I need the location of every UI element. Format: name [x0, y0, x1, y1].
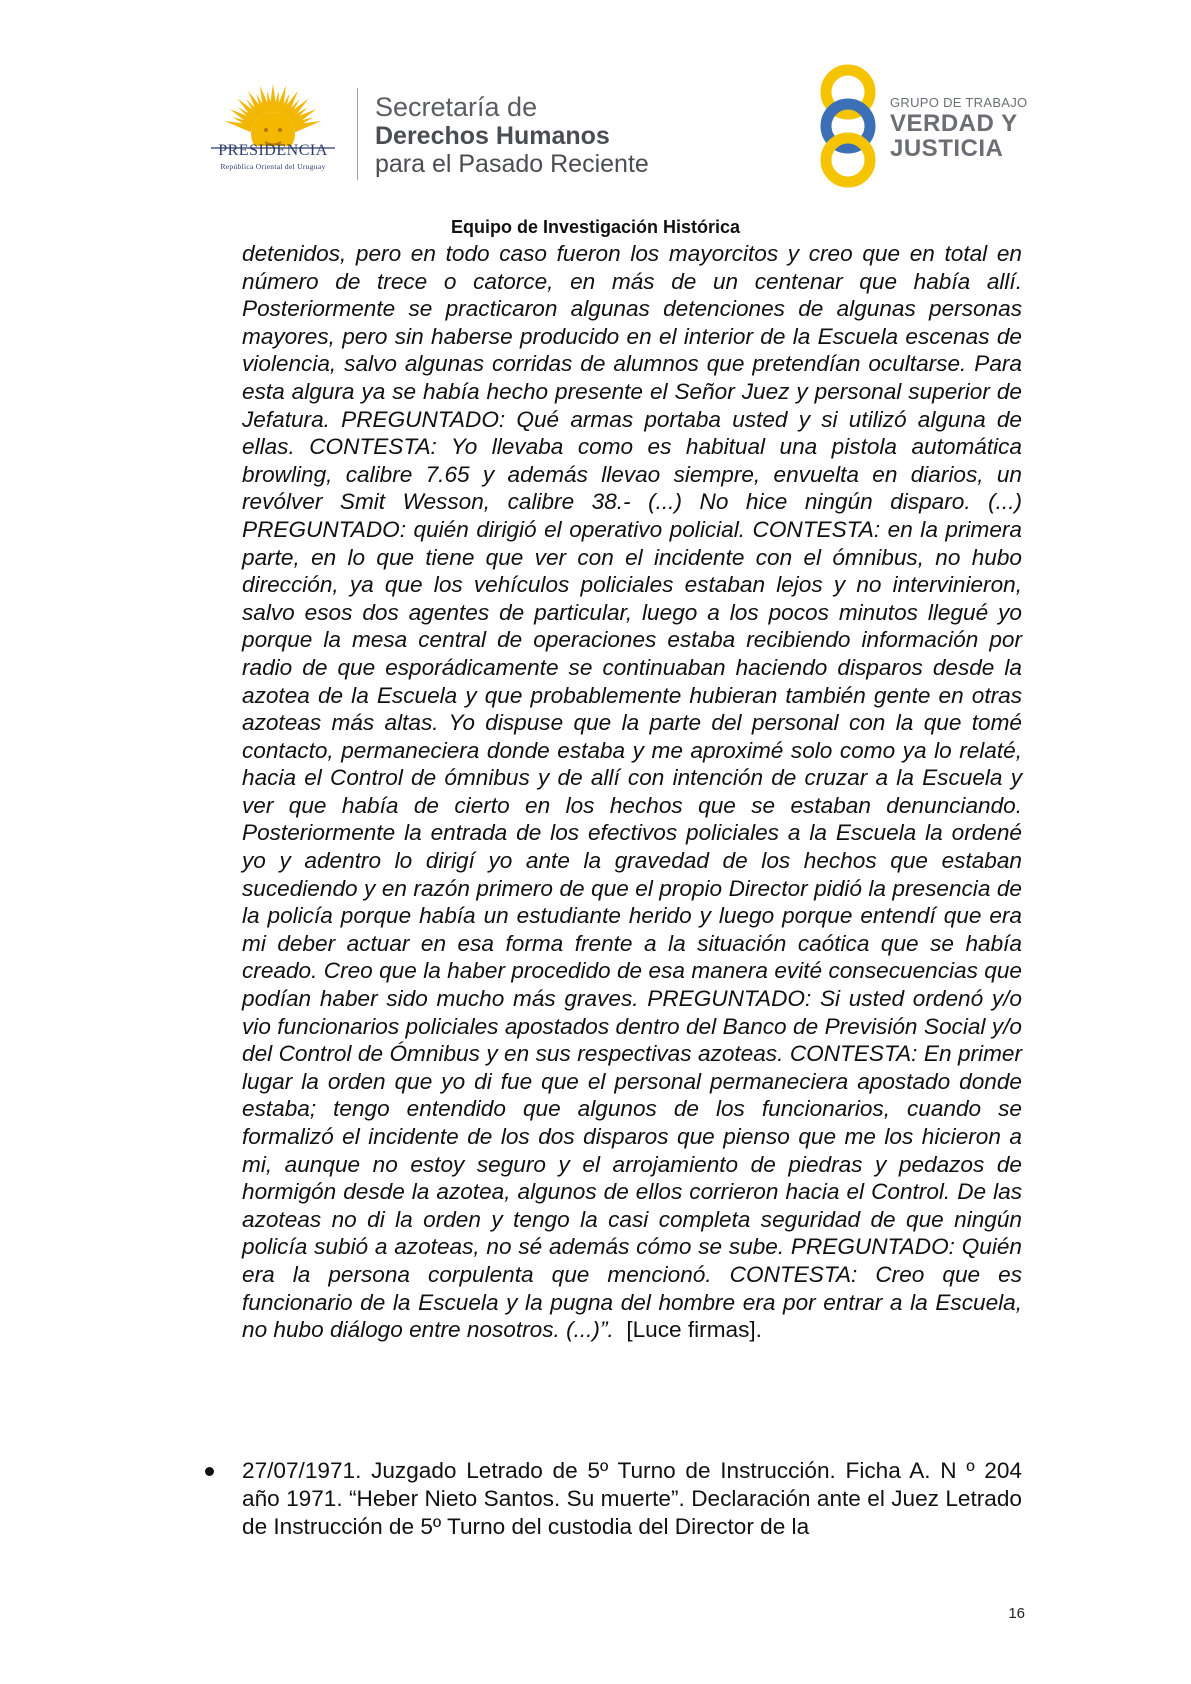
secretaria-line-3: para el Pasado Reciente	[375, 150, 649, 178]
presidencia-name: PRESIDENCIA	[218, 142, 328, 159]
grupo-line-3: JUSTICIA	[890, 135, 1004, 162]
grupo-line-1: GRUPO DE TRABAJO	[890, 95, 1028, 110]
secretaria-title	[375, 92, 649, 178]
grupo-trabajo-title	[890, 95, 1027, 161]
secretaria-line-1: Secretaría de	[375, 92, 538, 122]
team-title: Equipo de Investigación Histórica	[450, 217, 741, 237]
bullet-icon	[205, 1467, 214, 1476]
list-item	[205, 1457, 1022, 1541]
testimony-quote	[242, 240, 1022, 1344]
document-header	[0, 0, 1191, 237]
page-number: 16	[1008, 1605, 1025, 1622]
linked-rings-icon	[810, 62, 886, 190]
testimony-quote-text: detenidos, pero en todo caso fueron los mayorcitos y creo que en total en número de trece o catorce, en más de un centenar que había allí. Posteriormente se practicaron algunas detenciones de algunas personas mayores, pero sin haberse producido en el interior de la Escuela escenas de violencia, salvo algunas corridas de alumnos que pretendían ocultarse. Para esta algura ya se había hecho presente el Señor Juez y personal superior de Jefatura. PREGUNTADO: Qué armas portaba usted y si utilizó alguna de ellas. CONTESTA: Yo llevaba como es habitual una pistola automática browling, calibre 7.65 y además llevao siempre, envuelta en diarios, un revólver Smit Wesson, calibre 38.- (...) No hice ningún disparo. (...) PREGUNTADO: quién dirigió el operativo policial. CONTESTA: en la primera parte, en lo que tiene que ver con el incidente con el ómnibus, no hubo dirección, ya que los vehículos policiales estaban lejos y no intervinieron, salvo esos dos agentes de particular, luego a los pocos minutos llegué yo porque la mesa central de operaciones estaba recibiendo información por radio de que esporádicamente se continuaban haciendo disparos desde la azotea de la Escuela y que probablemente hubieran también gente en otras azoteas más altas. Yo dispuse que la parte del personal con la que tomé contacto, permaneciera donde estaba y me aproximé solo como ya lo relaté, hacia el Control de ómnibus y de allí con intención de cruzar a la Escuela y ver que había de cierto en los hechos que se estaban denunciando. Posteriormente la entrada de los efectivos policiales a la Escuela la ordené yo y adentro lo dirigí yo ante la gravedad de los hechos que estaban sucediendo y en razón primero de que el propio Director pidió la presencia de la policía porque había un estudiante herido y luego porque entendí que era mi deber actuar en esa forma frente a la situación caótica que se había creado. Creo que la haber procedido de esa manera evité consecuencias que podían haber sido mucho más graves. PREGUNTADO: Si usted ordenó y/o vio funcionarios policiales apostados dentro del Banco de Previsión Social y/o del Control de Ómnibus y en sus respectivas azoteas. CONTESTA: En primer lugar la orden que yo di fue que el personal permaneciera apostado donde estaba; tengo entendido que algunos de los funcionarios, cuando se formalizó el incidente de los dos disparos que pienso que me los hicieron a mi, aunque no estoy seguro y el arrojamiento de piedras y pedazos de hormigón desde la azotea, algunos de ellos corrieron hacia el Control. De las azoteas no di la orden y tengo la casi completa seguridad de que ningún policía subió a azoteas, no sé además cómo se sube. PREGUNTADO: Quién era la persona corpulenta que mencionó. CONTESTA: Creo que es funcionario de la Escuela y la pugna del hombre era por entrar a la Escuela, no hubo diálogo entre nosotros. (...)”.	[242, 241, 1022, 1343]
header-divider	[357, 88, 358, 180]
signature-note: [Luce firmas].	[626, 1317, 762, 1343]
grupo-line-2: VERDAD Y	[890, 110, 1018, 137]
list-item-text: 27/07/1971. Juzgado Letrado de 5º Turno de Instrucción. Ficha A. N º 204 año 1971. “Heber Nieto Santos. Su muerte”. Declaración ante el Juez Letrado de Instrucción de 5º Turno del custodia del Director de la	[242, 1458, 1022, 1539]
secretaria-line-2: Derechos Humanos	[375, 122, 610, 150]
presidencia-subtitle: República Oriental del Uruguay	[220, 162, 326, 171]
document-body	[242, 240, 1022, 1344]
